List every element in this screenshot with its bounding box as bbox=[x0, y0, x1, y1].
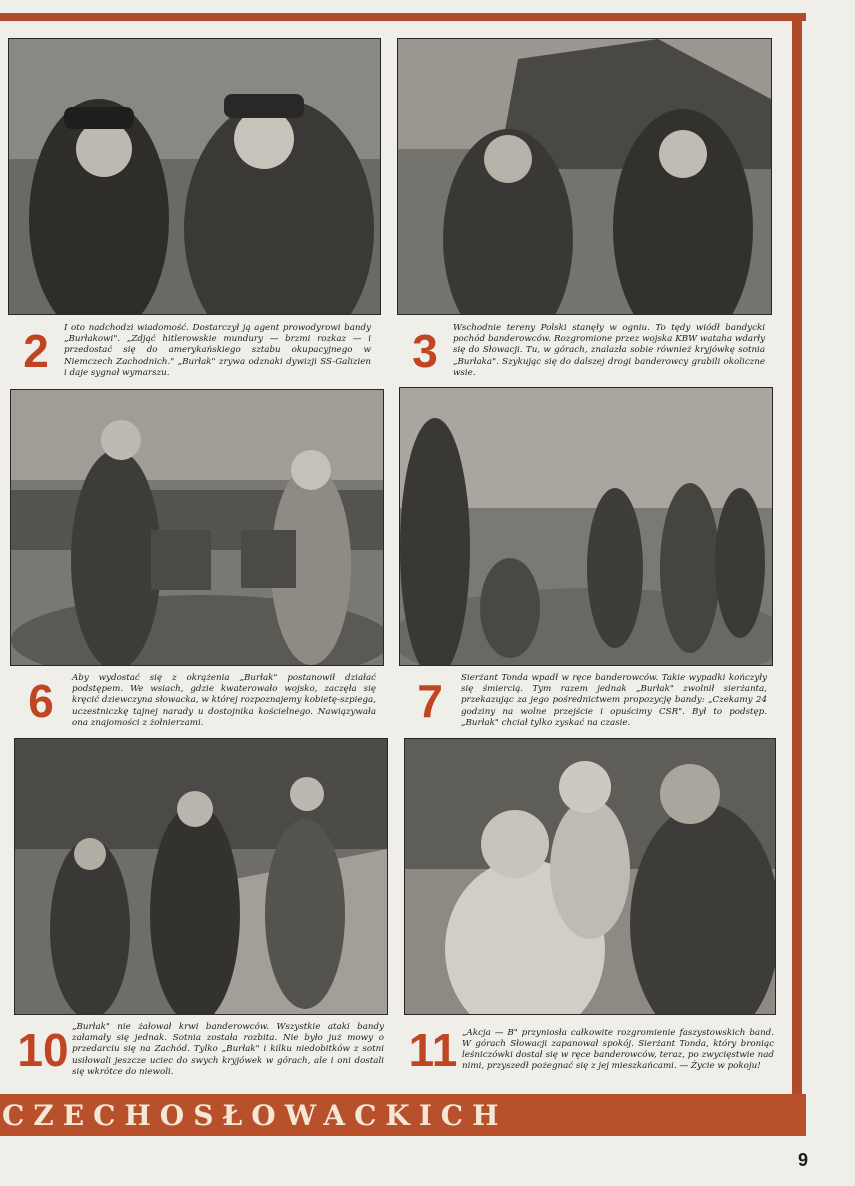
panel-number: 2 bbox=[23, 325, 49, 377]
panel-caption: I oto nadchodzi wiadomość. Dostarczył ją agent prowodyrowi bandy „Burłakowi". „Zdjąć hitlerowskie mundury — brzmi rozkaz — i przedostać się do amerykańskiego sztabu okupacyjnego w Niemczech Zachodnich." „Burłak" zrywa odznaki dywizji SS-Galizien i daje sygnał wymarszu. bbox=[64, 322, 371, 378]
panel-caption: Sierżant Tonda wpadł w ręce banderowców. Takie wypadki kończyły się śmiercią. Tym razem jednak „Burłak" zwolnił sierżanta, przekazując za jego pośrednictwem propozycję bandy: „Czekamy 24 godziny na wolne przejście i opuścimy CSR". Był to podstęp. „Burłak" chciał tylko zyskać na czasie. bbox=[461, 672, 767, 728]
caption-row-6 bbox=[10, 670, 382, 732]
photo-panel-7 bbox=[399, 387, 773, 666]
caption-row-10 bbox=[14, 1018, 386, 1082]
photo-panel-11 bbox=[404, 738, 776, 1015]
panel-number: 3 bbox=[412, 325, 438, 377]
panel-caption: Aby wydostać się z okrążenia „Burłak" postanowił działać podstępem. We wsiach, gdzie kwaterowało wojsko, zaczęła się kręcić dziewczyna słowacka, w której rozpoznajemy kobietę-szpiega, uczestniczkę tajnej narady u dostojnika kościelnego. Nawiązywała ona znajomości z żołnierzami. bbox=[72, 672, 376, 728]
banner-text: CZECHOSŁOWACKICH bbox=[2, 1098, 508, 1132]
panel-number: 10 bbox=[17, 1024, 69, 1076]
panel-caption: „Burłak" nie żałował krwi banderowców. Wszystkie ataki bandy załamały się jednak. Sotnia została rozbita. Nie było już mowy o przedarciu się na Zachód. Tylko „Burłak" i kilku niedobitków z sotni usiłowali jeszcze uciec do swych kryjówek w górach, ale i oni dostali się wkrótce do niewoli. bbox=[72, 1021, 384, 1077]
panel-number: 7 bbox=[417, 675, 443, 727]
panel-caption: „Akcja — B" przyniosła całkowite rozgromienie faszystowskich band. W górach Słowacji zapanował spokój. Sierżant Tonda, który broniąc leśniczówki dostał się w ręce banderowców, teraz, po zwycięstwie nad nimi, przyszedł pożegnać się z jej mieszkańcami. — Życie w pokoju! bbox=[462, 1027, 774, 1072]
caption-row-2 bbox=[8, 320, 379, 382]
photo-panel-6 bbox=[10, 389, 384, 666]
top-rule bbox=[0, 13, 806, 21]
panel-caption: Wschodnie tereny Polski stanęły w ogniu. To tędy wiódł bandycki pochód banderowców. Rozgromione przez wojska KBW wataha wdarły się do Słowacji. Tu, w górach, znalazła sobie również kryjówkę sotnia „Burłaka". Szykując się do dalszej drogi banderowcy grabili okoliczne wsie. bbox=[453, 322, 765, 378]
photo-panel-2 bbox=[8, 38, 381, 315]
caption-row-11 bbox=[404, 1018, 774, 1082]
page-number: 9 bbox=[798, 1150, 809, 1170]
photo-panel-3 bbox=[397, 38, 772, 315]
right-rule bbox=[792, 13, 802, 1135]
caption-row-7 bbox=[399, 670, 771, 732]
panel-number: 6 bbox=[28, 675, 54, 727]
photo-panel-10 bbox=[14, 738, 388, 1015]
section-banner bbox=[0, 1094, 806, 1136]
panel-number: 11 bbox=[408, 1024, 458, 1076]
caption-row-3 bbox=[397, 320, 770, 382]
